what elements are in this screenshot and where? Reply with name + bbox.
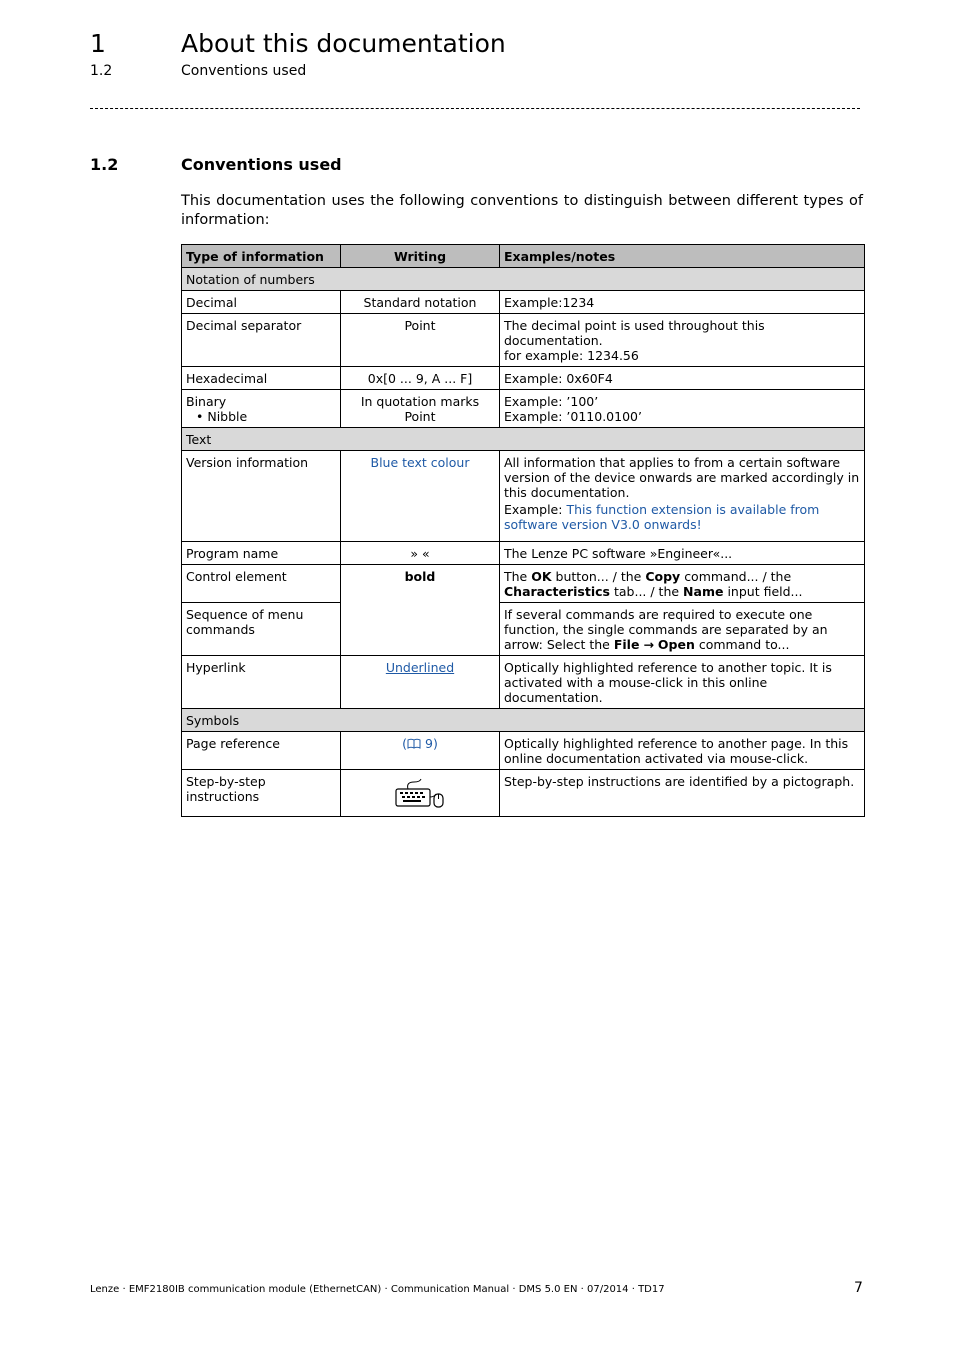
book-icon bbox=[407, 738, 421, 749]
table-row bbox=[182, 565, 865, 603]
note-cell: The Lenze PC software »Engineer«... bbox=[500, 542, 865, 565]
menu-file: File bbox=[613, 637, 640, 652]
type-cell: Hexadecimal bbox=[182, 367, 341, 390]
writing-cell: Point bbox=[341, 314, 500, 367]
writing-cell bbox=[341, 656, 500, 709]
type-cell: Decimal bbox=[182, 291, 341, 314]
group-row-text bbox=[182, 428, 865, 451]
header-divider bbox=[90, 108, 860, 109]
page-reference-link[interactable]: ( 9) bbox=[402, 736, 438, 751]
table-row bbox=[182, 770, 865, 817]
type-cell: Decimal separator bbox=[182, 314, 341, 367]
table-row bbox=[182, 291, 865, 314]
chapter-title: About this documentation bbox=[181, 29, 506, 58]
note-line: for example: 1234.56 bbox=[504, 348, 639, 363]
group-label: Symbols bbox=[182, 709, 865, 732]
arrow-icon: → bbox=[643, 637, 654, 652]
sub-type-label: • Nibble bbox=[196, 409, 248, 424]
note-cell: Step-by-step instructions are identified by a pictograph. bbox=[500, 770, 865, 817]
keyboard-mouse-icon bbox=[394, 778, 446, 808]
menu-open: Open bbox=[657, 637, 695, 652]
table-row bbox=[182, 603, 865, 656]
table-row bbox=[182, 732, 865, 770]
header-section-title: Conventions used bbox=[181, 63, 307, 79]
writing-line: Point bbox=[404, 409, 436, 424]
type-label: Binary bbox=[186, 394, 227, 409]
note-cell: Example:1234 bbox=[500, 291, 865, 314]
note-line: Example: ’0110.0100’ bbox=[504, 409, 642, 424]
table-row bbox=[182, 367, 865, 390]
table-row bbox=[182, 656, 865, 709]
writing-cell: bold bbox=[341, 565, 500, 656]
chapter-number: 1 bbox=[90, 29, 106, 58]
column-header: Writing bbox=[341, 245, 500, 268]
table-row bbox=[182, 390, 865, 428]
note-line: The decimal point is used throughout this documentation. bbox=[504, 318, 765, 348]
section-number: 1.2 bbox=[90, 155, 119, 174]
type-cell: Control element bbox=[182, 565, 341, 603]
table-row bbox=[182, 542, 865, 565]
note-cell: The OK button... / the Copy command... / the Characteristics tab... / the Name input field... bbox=[500, 565, 865, 603]
writing-cell bbox=[341, 732, 500, 770]
sub-type-text: Nibble bbox=[207, 409, 248, 424]
note-line: All information that applies to from a certain software version of the device onwards are marked accordingly in this documentation. bbox=[504, 455, 860, 500]
note-line: Example: ’100’ bbox=[504, 394, 599, 409]
writing-cell: Standard notation bbox=[341, 291, 500, 314]
writing-cell: 0x[0 ... 9, A ... F] bbox=[341, 367, 500, 390]
note-cell: If several commands are required to execute one function, the single commands are separated by an arrow: Select the File → Open command to... bbox=[500, 603, 865, 656]
writing-cell: Blue text colour bbox=[341, 451, 500, 542]
writing-cell bbox=[341, 770, 500, 817]
conventions-table bbox=[181, 244, 865, 817]
type-cell: Sequence of menu commands bbox=[182, 603, 341, 656]
example-prefix: Example: bbox=[504, 502, 563, 517]
type-cell: Step-by-step instructions bbox=[182, 770, 341, 817]
type-cell: Version information bbox=[182, 451, 341, 542]
writing-cell bbox=[341, 390, 500, 428]
example-blue-text: This function extension is available from software version V3.0 onwards! bbox=[504, 502, 820, 532]
header-section-number: 1.2 bbox=[90, 63, 113, 79]
note-cell: Optically highlighted reference to another page. In this online documentation activated via mouse-click. bbox=[500, 732, 865, 770]
column-header: Type of information bbox=[182, 245, 341, 268]
column-header: Examples/notes bbox=[500, 245, 865, 268]
note-cell bbox=[500, 314, 865, 367]
table-row bbox=[182, 314, 865, 367]
type-cell bbox=[182, 390, 341, 428]
writing-line: In quotation marks bbox=[360, 394, 480, 409]
type-cell: Hyperlink bbox=[182, 656, 341, 709]
group-label: Text bbox=[182, 428, 865, 451]
note-cell bbox=[500, 451, 865, 542]
note-cell bbox=[500, 390, 865, 428]
group-label: Notation of numbers bbox=[182, 268, 865, 291]
section-title: Conventions used bbox=[181, 155, 342, 174]
type-cell: Page reference bbox=[182, 732, 341, 770]
group-row-symbols bbox=[182, 709, 865, 732]
group-row-numbers bbox=[182, 268, 865, 291]
underlined-link-sample[interactable]: Underlined bbox=[385, 660, 455, 675]
footer-text: Lenze · EMF2180IB communication module (EthernetCAN) · Communication Manual · DMS 5.0 EN · 07/2014 · TD17 bbox=[90, 1284, 665, 1295]
intro-paragraph: This documentation uses the following conventions to distinguish between different types of information: bbox=[181, 193, 863, 228]
note-cell: Example: 0x60F4 bbox=[500, 367, 865, 390]
type-cell: Program name bbox=[182, 542, 341, 565]
note-cell: Optically highlighted reference to another topic. It is activated with a mouse-click in this online documentation. bbox=[500, 656, 865, 709]
table-header-row bbox=[182, 245, 865, 268]
writing-cell: » « bbox=[341, 542, 500, 565]
page-number: 7 bbox=[854, 1280, 863, 1296]
table-row bbox=[182, 451, 865, 542]
